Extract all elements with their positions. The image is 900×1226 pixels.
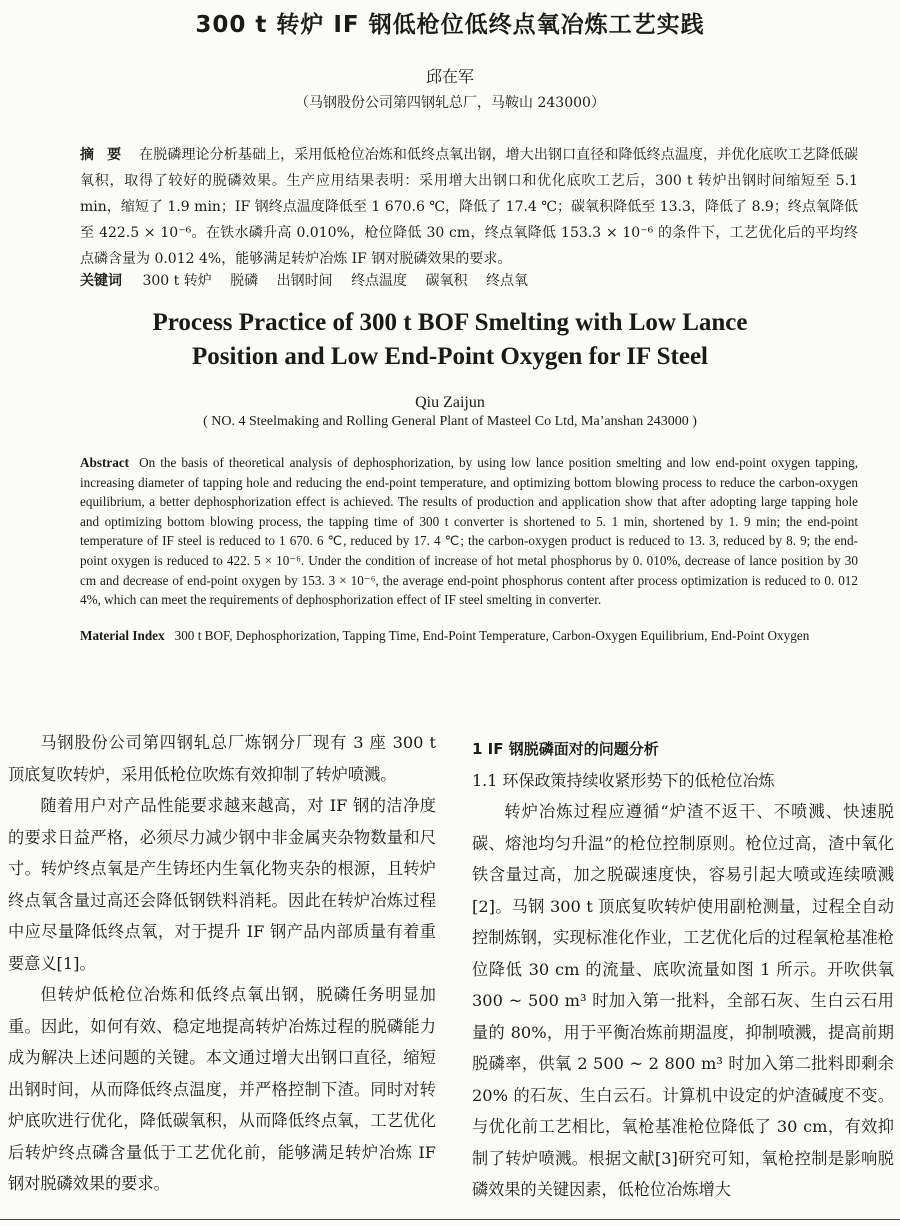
keyword: 300 t 转炉 — [142, 273, 212, 289]
chinese-keywords-label: 关键词 — [80, 273, 122, 289]
body-paragraph: 但转炉低枪位冶炼和低终点氧出钢，脱磷任务明显加重。因此，如何有效、稳定地提高转炉冶炼过程的脱磷能力成为解决上述问题的关键。本文通过增大出钢口直径，缩短出钢时间，从而降低终点温度，并严格控制下渣。同时对转炉底吹进行优化，降低碳氧积，从而降低终点氧，工艺优化后转炉终点磷含量低于工艺优化前，能够满足转炉冶炼 IF 钢对脱磷效果的要求。 — [8, 985, 436, 1193]
english-abstract-label: Abstract — [80, 455, 130, 470]
english-abstract-text: On the basis of theoretical analysis of dephosphorization, by using low lance position smelting and low end-point oxygen tapping, increasing diameter of tapping hole and reducing the end-point temperature, and optimizing bottom blowing process to reduce the carbon-oxygen equilibrium, a better dephosphorization effect is achieved. The results of production and application show that after adopting large tapping hole and optimizing bottom blowing process, the tapping time of 300 t converter is shortened to 5. 1 min, shortened by 1. 9 min; the end-point temperature of IF steel is reduced to 1 670. 6 ℃, reduced by 17. 4 ℃; the carbon-oxygen product is reduced to 13. 3, reduced by 8. 9; the end-point oxygen is reduced to 422. 5 × 10⁻⁶. Under the condition of increase of hot metal phosphorus by 0. 010%, decrease of lance position by 30 cm and decrease of end-point oxygen by 153. 3 × 10⁻⁶, the average end-point phosphorus content after process optimization is reduced to 0. 012 4%, which can meet the requirements of dephosphorization effect of IF steel smelting in converter. — [80, 455, 858, 608]
chinese-affiliation: （马钢股份公司第四钢轧总厂，马鞍山 243000） — [295, 95, 605, 111]
chinese-keywords — [80, 270, 858, 290]
english-abstract — [80, 453, 858, 610]
body-paragraph: 转炉冶炼过程应遵循“炉渣不返干、不喷溅、快速脱碳、熔池均匀升温”的枪位控制原则。枪位过高，渣中氧化铁含量过高，加之脱碳速度快，容易引起大喷或连续喷溅[2]。马钢 300 t 顶底复吹转炉使用副枪测量，过程全自动控制炼钢，实现标准化作业，工艺优化后的过程氧枪基准枪位降低 30 cm 的流量、底吹流量如图 1 所示。开吹供氧 300 ~ 500 m³ 时加入第一批料，全部石灰、生白云石用量的 80%，用于平衡冶炼前期温度，抑制喷溅，提高前期脱磷率，供氧 2 500 ~ 2 800 m³ 时加入第二批料即剩余 20% 的石灰、生白云石。计算机中设定的炉渣碱度不变。与优化前工艺相比，氧枪基准枪位降低了 30 cm，有效抑制了转炉喷溅。根据文献[3]研究可知，氧枪控制是影响脱磷效果的关键因素，低枪位冶炼增大 — [472, 802, 894, 1199]
english-title-line: Process Practice of 300 t BOF Smelting with Low Lance — [152, 309, 748, 336]
material-index-label: Material Index — [80, 628, 165, 643]
bottom-rule — [0, 1219, 900, 1220]
body-paragraph: 马钢股份公司第四钢轧总厂炼钢分厂现有 3 座 300 t 顶底复吹转炉，采用低枪位吹炼有效抑制了转炉喷溅。 — [8, 733, 436, 784]
keyword: 终点氧 — [485, 273, 528, 289]
keyword: 终点温度 — [351, 273, 408, 289]
english-title — [60, 306, 840, 374]
english-material-index — [80, 626, 858, 646]
keyword: 脱磷 — [230, 273, 259, 289]
material-index-text: 300 t BOF, Dephosphorization, Tapping Time, End-Point Temperature, Carbon-Oxygen Equilibrium, End-Point Oxygen — [174, 628, 810, 643]
chinese-abstract-text: 在脱磷理论分析基础上，采用低枪位冶炼和低终点氧出钢，增大出钢口直径和降低终点温度，并优化底吹工艺降低碳氧积，取得了较好的脱磷效果。生产应用结果表明：采用增大出钢口和优化底吹工艺后，300 t 转炉出钢时间缩短至 5.1 min，缩短了 1.9 min；IF 钢终点温度降低至 1 670.6 ℃，降低了 17.4 ℃；碳氧积降低至 13.3，降低了 8.9；终点氧降低至 422.5 × 10⁻⁶。在铁水磷升高 0.010%，枪位降低 30 cm，终点氧降低 153.3 × 10⁻⁶ 的条件下，工艺优化后的平均终点磷含量为 0.012 4%，能够满足转炉冶炼 IF 钢对脱磷效果的要求。 — [80, 147, 859, 267]
chinese-abstract-label: 摘 要 — [80, 147, 126, 163]
keyword: 出钢时间 — [276, 273, 333, 289]
subsection-heading: 1.1 环保政策持续收紧形势下的低枪位冶炼 — [472, 771, 775, 790]
chinese-abstract — [80, 142, 858, 272]
chinese-title: 300 t 转炉 IF 钢低枪位低终点氧冶炼工艺实践 — [195, 12, 705, 38]
section-heading: 1 IF 钢脱磷面对的问题分析 — [472, 740, 659, 758]
english-title-line: Position and Low End-Point Oxygen for IF Steel — [191, 343, 708, 370]
chinese-author: 邱在军 — [425, 67, 474, 86]
body-paragraph: 随着用户对产品性能要求越来越高，对 IF 钢的洁净度的要求日益严格，必须尽力减少钢中非金属夹杂物数量和尺寸。转炉终点氧是产生铸坯内生氧化物夹杂的根源，且转炉终点氧含量过高还会降低钢铁料消耗。因此在转炉冶炼过程中应尽量降低终点氧，对于提升 IF 钢产品内部质量有着重要意义[1]。 — [8, 796, 436, 973]
english-author: Qiu Zaijun — [415, 394, 485, 411]
keyword: 碳氧积 — [425, 273, 468, 289]
left-column — [8, 727, 436, 1200]
right-column — [472, 734, 894, 1206]
english-affiliation: ( NO. 4 Steelmaking and Rolling General Plant of Masteel Co Ltd, Ma’anshan 243000 ) — [203, 414, 697, 429]
